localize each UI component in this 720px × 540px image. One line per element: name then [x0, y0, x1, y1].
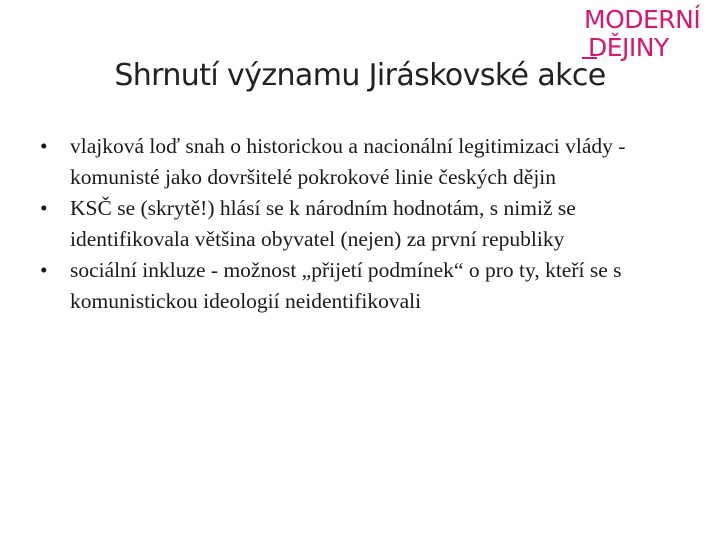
bullet-list [40, 131, 690, 317]
slide-title: Shrnutí významu Jiráskovské akce [114, 58, 606, 93]
bullet-item [40, 193, 690, 255]
bullet-text: vlajková loď snah o historickou a nacionální legitimizaci vlády - komunisté jako dovršitelé pokrokové linie českých dějin [70, 134, 626, 189]
bullet-item [40, 131, 690, 193]
bullet-item [40, 255, 690, 317]
bullet-dot-icon: • [40, 258, 48, 282]
bullet-text: sociální inkluze - možnost „přijetí podmínek“ o pro ty, kteří se s komunistickou ideologií neidentifikovali [70, 258, 622, 313]
bullet-text: KSČ se (skrytě!) hlásí se k národním hodnotám, s nimiž se identifikovala většina obyvatel (nejen) za první republiky [70, 196, 576, 251]
moderni-dejiny-logo [584, 7, 716, 63]
logo-line-2: DĚJINY [588, 33, 669, 62]
logo-line-1: MODERNÍ [584, 5, 701, 34]
bullet-dot-icon: • [40, 196, 48, 220]
bullet-dot-icon: • [40, 134, 48, 158]
